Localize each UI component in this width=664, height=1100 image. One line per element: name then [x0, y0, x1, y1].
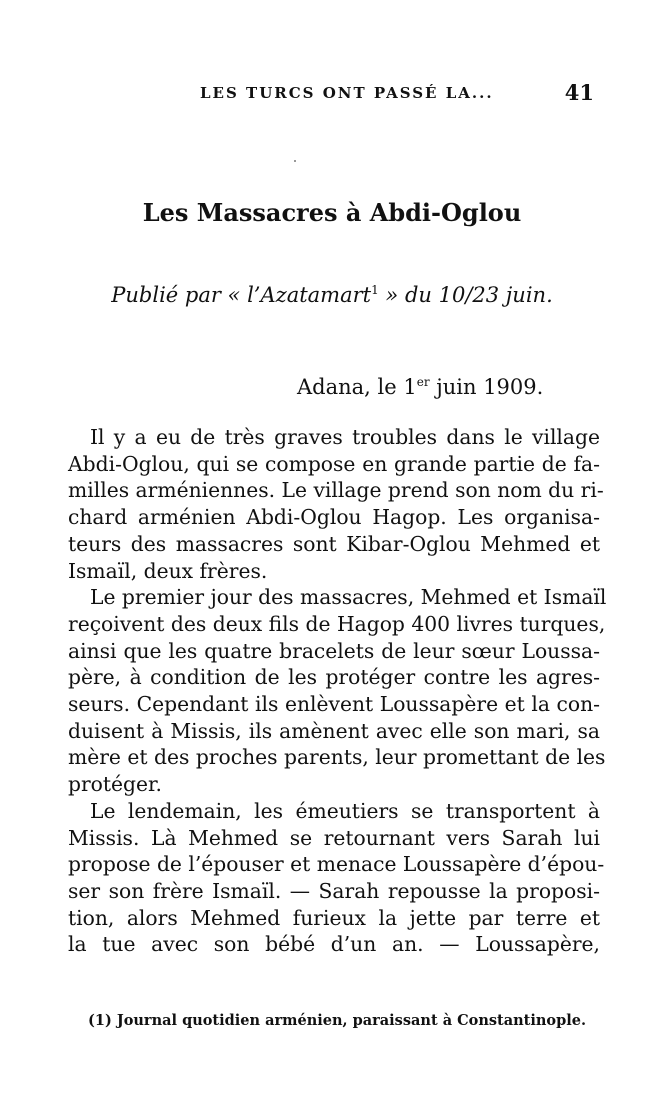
page-header: [70, 80, 594, 110]
body-line: Le lendemain, les émeutiers se transportent à: [90, 798, 600, 823]
article-title: Les Massacres à Abdi-Oglou: [142, 198, 522, 227]
footnote: (1) Journal quotidien arménien, paraissant à Constantinople.: [88, 1012, 587, 1029]
body-line: Ismaïl, deux frères.: [68, 558, 268, 583]
body-line: Le premier jour des massacres, Mehmed et Ismaïl: [90, 585, 607, 610]
dateline-sup: er: [416, 375, 430, 389]
dateline-before: Adana, le 1: [297, 375, 417, 399]
body-line: reçoivent des deux fils de Hagop 400 livres turques,: [68, 611, 606, 636]
body-line: milles arméniennes. Le village prend son nom du ri-: [68, 478, 604, 503]
article-subtitle: [0, 283, 664, 307]
body-line: mère et des proches parents, leur promettant de les: [68, 745, 606, 770]
body-line: ainsi que les quatre bracelets de leur sœur Loussa-: [68, 638, 600, 663]
subtitle-before: Publié par « l’Azatamart: [111, 283, 372, 307]
body-line: Il y a eu de très graves troubles dans le village: [90, 425, 600, 449]
body-text: [68, 424, 607, 958]
body-line: propose de l’épouser et menace Loussapère d’épou-: [68, 852, 605, 877]
body-line: duisent à Missis, ils amènent avec elle son mari, sa: [68, 718, 600, 743]
body-line: Missis. Là Mehmed se retournant vers Sarah lui: [68, 825, 600, 850]
subtitle-after: » du 10/23 juin.: [378, 283, 553, 307]
body-line: Abdi-Oglou, qui se compose en grande partie de fa-: [68, 451, 600, 476]
dateline: [297, 375, 543, 399]
footnote-ref: 1: [371, 283, 379, 297]
body-line: teurs des massacres sont Kibar-Oglou Mehmed et: [68, 531, 600, 556]
body-line: la tue avec son bébé d’un an. — Loussapère,: [68, 932, 600, 957]
body-line: ser son frère Ismaïl. — Sarah repousse la proposi-: [68, 878, 600, 903]
stray-mark: [294, 160, 296, 162]
body-line: tion, alors Mehmed furieux la jette par terre et: [68, 905, 600, 930]
dateline-after: juin 1909.: [429, 375, 544, 399]
body-line: chard arménien Abdi-Oglou Hagop. Les organisa-: [68, 505, 600, 530]
body-line: père, à condition de les protéger contre les agres-: [68, 665, 600, 690]
page-number: 41: [564, 80, 594, 105]
body-line: seurs. Cependant ils enlèvent Loussapère et la con-: [68, 692, 600, 717]
running-head: LES TURCS ONT PASSÉ LA...: [200, 84, 494, 102]
body-line: protéger.: [68, 772, 162, 797]
